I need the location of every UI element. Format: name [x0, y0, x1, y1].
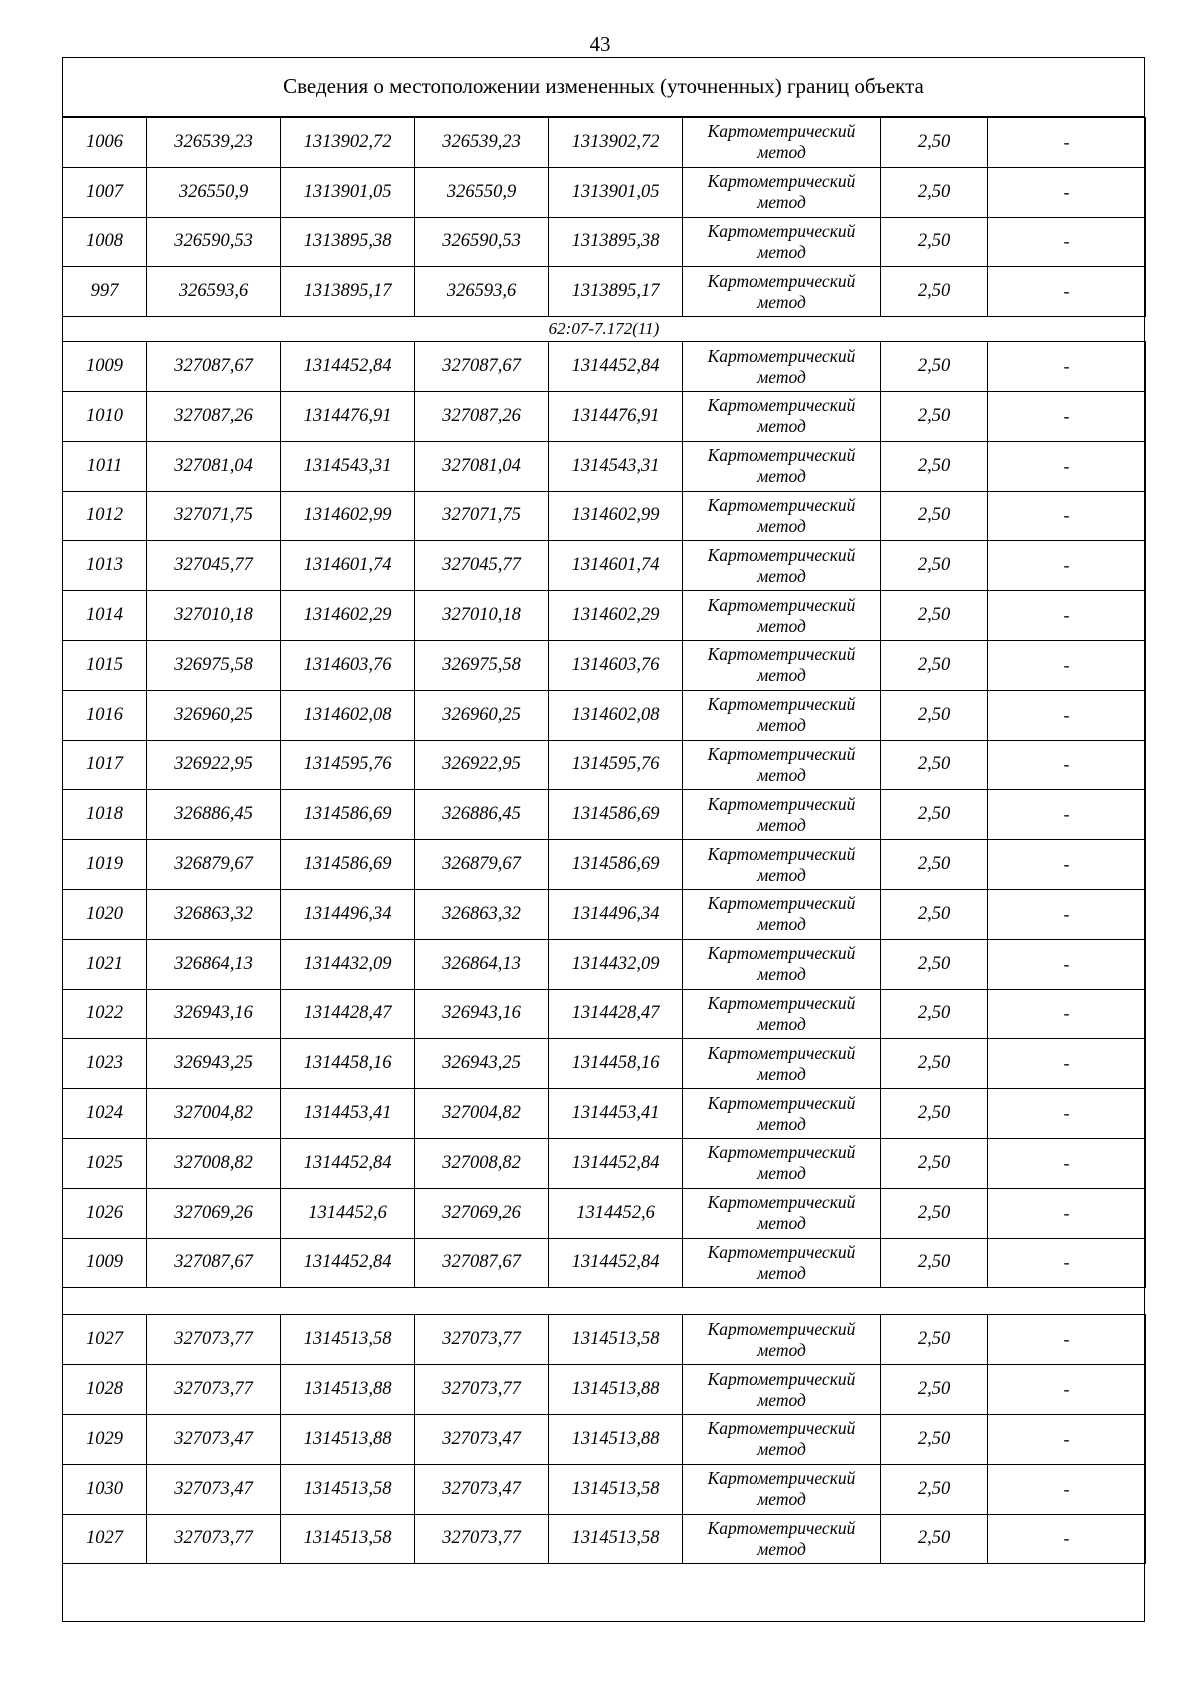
table-row	[63, 1414, 1146, 1464]
cell-precision: 2,50	[881, 167, 988, 217]
cell-old-x: 326943,16	[147, 989, 281, 1039]
cell-new-y: 1314452,6	[549, 1188, 683, 1238]
cell-point-number: 1020	[63, 889, 147, 939]
cell-method: Картометрический метод	[683, 1238, 881, 1288]
cell-precision: 2,50	[881, 740, 988, 790]
cell-method: Картометрический метод	[683, 690, 881, 740]
cell-method: Картометрический метод	[683, 840, 881, 890]
cell-method: Картометрический метод	[683, 1039, 881, 1089]
cell-description: -	[988, 1089, 1146, 1139]
cell-old-y: 1314432,09	[281, 939, 415, 989]
cell-new-x: 327087,67	[415, 342, 549, 392]
cell-new-y: 1313902,72	[549, 118, 683, 168]
cell-method: Картометрический метод	[683, 267, 881, 317]
cell-precision: 2,50	[881, 840, 988, 890]
cell-description: -	[988, 1365, 1146, 1415]
cell-new-x: 326879,67	[415, 840, 549, 890]
cell-new-y: 1314476,91	[549, 391, 683, 441]
cell-description: -	[988, 1188, 1146, 1238]
cell-method: Картометрический метод	[683, 491, 881, 541]
table-row	[63, 491, 1146, 541]
cell-old-y: 1313902,72	[281, 118, 415, 168]
cell-old-y: 1314595,76	[281, 740, 415, 790]
cell-new-y: 1314513,58	[549, 1464, 683, 1514]
cell-old-x: 326943,25	[147, 1039, 281, 1089]
table-row	[63, 342, 1146, 392]
cell-description: -	[988, 217, 1146, 267]
cell-method: Картометрический метод	[683, 740, 881, 790]
cell-old-y: 1314586,69	[281, 840, 415, 890]
cell-new-y: 1314586,69	[549, 790, 683, 840]
cell-point-number: 1021	[63, 939, 147, 989]
cell-method: Картометрический метод	[683, 1188, 881, 1238]
cell-precision: 2,50	[881, 1039, 988, 1089]
cell-point-number: 1009	[63, 342, 147, 392]
cell-description: -	[988, 1039, 1146, 1089]
cell-description: -	[988, 1514, 1146, 1564]
cell-point-number: 1010	[63, 391, 147, 441]
cell-old-y: 1314602,08	[281, 690, 415, 740]
cell-new-y: 1313901,05	[549, 167, 683, 217]
cell-point-number: 1023	[63, 1039, 147, 1089]
cell-old-x: 326960,25	[147, 690, 281, 740]
cell-precision: 2,50	[881, 1238, 988, 1288]
cell-description: -	[988, 167, 1146, 217]
cell-old-x: 327081,04	[147, 441, 281, 491]
cell-point-number: 1008	[63, 217, 147, 267]
cell-new-x: 327045,77	[415, 541, 549, 591]
cell-new-y: 1314428,47	[549, 989, 683, 1039]
cell-precision: 2,50	[881, 640, 988, 690]
cell-old-x: 327073,47	[147, 1414, 281, 1464]
cell-old-y: 1314543,31	[281, 441, 415, 491]
table-row	[63, 1039, 1146, 1089]
cell-precision: 2,50	[881, 217, 988, 267]
cell-point-number: 1014	[63, 591, 147, 641]
cell-new-x: 326550,9	[415, 167, 549, 217]
cell-point-number: 1011	[63, 441, 147, 491]
table-row	[63, 267, 1146, 317]
cell-precision: 2,50	[881, 1414, 988, 1464]
cell-new-x: 327073,77	[415, 1514, 549, 1564]
blank-separator-row	[63, 1288, 1146, 1315]
cell-point-number: 1016	[63, 690, 147, 740]
cell-old-y: 1314452,84	[281, 1138, 415, 1188]
cell-precision: 2,50	[881, 391, 988, 441]
cell-precision: 2,50	[881, 889, 988, 939]
cell-point-number: 1017	[63, 740, 147, 790]
cell-point-number: 1027	[63, 1315, 147, 1365]
cell-old-x: 327073,77	[147, 1514, 281, 1564]
table-title: Сведения о местоположении измененных (уточненных) границ объекта	[62, 57, 1145, 117]
cell-new-x: 327087,26	[415, 391, 549, 441]
cell-method: Картометрический метод	[683, 391, 881, 441]
cell-old-y: 1314458,16	[281, 1039, 415, 1089]
table-row	[63, 1138, 1146, 1188]
cell-precision: 2,50	[881, 591, 988, 641]
cell-new-y: 1314513,58	[549, 1514, 683, 1564]
cell-method: Картометрический метод	[683, 167, 881, 217]
cell-method: Картометрический метод	[683, 889, 881, 939]
cell-new-x: 326539,23	[415, 118, 549, 168]
cell-precision: 2,50	[881, 267, 988, 317]
cell-new-y: 1314595,76	[549, 740, 683, 790]
cell-point-number: 1012	[63, 491, 147, 541]
cell-point-number: 1026	[63, 1188, 147, 1238]
table-row	[63, 790, 1146, 840]
section-header-row	[63, 317, 1146, 342]
cell-new-y: 1314601,74	[549, 541, 683, 591]
cell-new-y: 1314452,84	[549, 342, 683, 392]
cell-old-x: 327008,82	[147, 1138, 281, 1188]
cell-old-y: 1314513,88	[281, 1414, 415, 1464]
cell-old-x: 326550,9	[147, 167, 281, 217]
cell-description: -	[988, 690, 1146, 740]
cell-point-number: 1018	[63, 790, 147, 840]
cell-new-y: 1313895,17	[549, 267, 683, 317]
cell-new-x: 327073,77	[415, 1365, 549, 1415]
table-row	[63, 1089, 1146, 1139]
cell-old-x: 327069,26	[147, 1188, 281, 1238]
cell-description: -	[988, 342, 1146, 392]
cell-new-x: 326943,25	[415, 1039, 549, 1089]
cell-description: -	[988, 441, 1146, 491]
cell-new-y: 1314603,76	[549, 640, 683, 690]
cell-new-x: 326886,45	[415, 790, 549, 840]
cell-precision: 2,50	[881, 690, 988, 740]
cell-new-y: 1314513,88	[549, 1365, 683, 1415]
cell-old-y: 1314513,58	[281, 1315, 415, 1365]
cell-description: -	[988, 1414, 1146, 1464]
cell-precision: 2,50	[881, 1514, 988, 1564]
cell-new-x: 326943,16	[415, 989, 549, 1039]
cell-description: -	[988, 840, 1146, 890]
cell-description: -	[988, 491, 1146, 541]
cell-description: -	[988, 939, 1146, 989]
cell-old-x: 327087,67	[147, 342, 281, 392]
cell-method: Картометрический метод	[683, 118, 881, 168]
cell-point-number: 1029	[63, 1414, 147, 1464]
cell-new-x: 327004,82	[415, 1089, 549, 1139]
cell-new-x: 327069,26	[415, 1188, 549, 1238]
cell-description: -	[988, 989, 1146, 1039]
cell-new-y: 1314602,08	[549, 690, 683, 740]
cell-old-x: 327071,75	[147, 491, 281, 541]
cell-description: -	[988, 118, 1146, 168]
cell-new-y: 1313895,38	[549, 217, 683, 267]
cell-precision: 2,50	[881, 541, 988, 591]
table-row	[63, 118, 1146, 168]
cell-description: -	[988, 889, 1146, 939]
cell-old-x: 326863,32	[147, 889, 281, 939]
cell-old-y: 1314586,69	[281, 790, 415, 840]
cell-point-number: 1019	[63, 840, 147, 890]
cell-method: Картометрический метод	[683, 1138, 881, 1188]
cell-description: -	[988, 1464, 1146, 1514]
table-row	[63, 441, 1146, 491]
cell-old-x: 327073,77	[147, 1315, 281, 1365]
cell-method: Картометрический метод	[683, 541, 881, 591]
table-row	[63, 989, 1146, 1039]
cell-old-y: 1314513,58	[281, 1464, 415, 1514]
cell-method: Картометрический метод	[683, 640, 881, 690]
cell-new-x: 327008,82	[415, 1138, 549, 1188]
section-label: 62:07-7.172(11)	[63, 317, 1146, 342]
cell-old-y: 1314602,29	[281, 591, 415, 641]
table-row	[63, 640, 1146, 690]
cell-precision: 2,50	[881, 342, 988, 392]
cell-precision: 2,50	[881, 989, 988, 1039]
cell-old-y: 1313901,05	[281, 167, 415, 217]
section-label	[63, 1288, 1146, 1315]
cell-old-x: 327073,77	[147, 1365, 281, 1415]
cell-new-x: 327087,67	[415, 1238, 549, 1288]
cell-new-y: 1314453,41	[549, 1089, 683, 1139]
table-row	[63, 1464, 1146, 1514]
cell-old-y: 1314601,74	[281, 541, 415, 591]
cell-old-x: 326975,58	[147, 640, 281, 690]
cell-new-y: 1314602,99	[549, 491, 683, 541]
table-row	[63, 1188, 1146, 1238]
cell-method: Картометрический метод	[683, 1414, 881, 1464]
cell-description: -	[988, 640, 1146, 690]
cell-point-number: 1028	[63, 1365, 147, 1415]
table-row	[63, 939, 1146, 989]
cell-method: Картометрический метод	[683, 217, 881, 267]
cell-old-y: 1314513,58	[281, 1514, 415, 1564]
cell-new-x: 326863,32	[415, 889, 549, 939]
cell-description: -	[988, 391, 1146, 441]
cell-precision: 2,50	[881, 1188, 988, 1238]
cell-method: Картометрический метод	[683, 1365, 881, 1415]
cell-precision: 2,50	[881, 1138, 988, 1188]
cell-new-y: 1314513,58	[549, 1315, 683, 1365]
cell-point-number: 997	[63, 267, 147, 317]
table-row	[63, 1238, 1146, 1288]
table-row	[63, 889, 1146, 939]
cell-precision: 2,50	[881, 1464, 988, 1514]
cell-old-y: 1313895,38	[281, 217, 415, 267]
cell-new-y: 1314452,84	[549, 1238, 683, 1288]
cell-description: -	[988, 1238, 1146, 1288]
cell-old-x: 326539,23	[147, 118, 281, 168]
cell-new-y: 1314452,84	[549, 1138, 683, 1188]
cell-method: Картометрический метод	[683, 441, 881, 491]
cell-old-x: 327073,47	[147, 1464, 281, 1514]
cell-point-number: 1022	[63, 989, 147, 1039]
cell-precision: 2,50	[881, 790, 988, 840]
cell-description: -	[988, 267, 1146, 317]
cell-point-number: 1027	[63, 1514, 147, 1564]
cell-new-y: 1314496,34	[549, 889, 683, 939]
cell-new-x: 327073,47	[415, 1414, 549, 1464]
cell-old-y: 1314602,99	[281, 491, 415, 541]
cell-point-number: 1007	[63, 167, 147, 217]
cell-point-number: 1013	[63, 541, 147, 591]
cell-old-x: 326879,67	[147, 840, 281, 890]
cell-new-y: 1314513,88	[549, 1414, 683, 1464]
cell-description: -	[988, 1138, 1146, 1188]
cell-old-y: 1314452,6	[281, 1188, 415, 1238]
cell-new-y: 1314432,09	[549, 939, 683, 989]
cell-method: Картометрический метод	[683, 1089, 881, 1139]
table-row	[63, 1315, 1146, 1365]
cell-precision: 2,50	[881, 118, 988, 168]
cell-precision: 2,50	[881, 441, 988, 491]
table-row	[63, 1365, 1146, 1415]
cell-description: -	[988, 541, 1146, 591]
cell-old-x: 326886,45	[147, 790, 281, 840]
cell-new-y: 1314543,31	[549, 441, 683, 491]
cell-method: Картометрический метод	[683, 1315, 881, 1365]
coordinates-table	[62, 117, 1146, 1564]
cell-new-x: 326590,53	[415, 217, 549, 267]
cell-old-y: 1314452,84	[281, 342, 415, 392]
cell-new-x: 327081,04	[415, 441, 549, 491]
cell-new-x: 326975,58	[415, 640, 549, 690]
cell-precision: 2,50	[881, 1089, 988, 1139]
cell-point-number: 1024	[63, 1089, 147, 1139]
cell-old-x: 327087,67	[147, 1238, 281, 1288]
cell-old-y: 1314496,34	[281, 889, 415, 939]
cell-old-y: 1313895,17	[281, 267, 415, 317]
cell-point-number: 1009	[63, 1238, 147, 1288]
cell-old-x: 327004,82	[147, 1089, 281, 1139]
cell-method: Картометрический метод	[683, 989, 881, 1039]
cell-old-y: 1314476,91	[281, 391, 415, 441]
cell-new-y: 1314458,16	[549, 1039, 683, 1089]
cell-precision: 2,50	[881, 491, 988, 541]
cell-point-number: 1030	[63, 1464, 147, 1514]
table-row	[63, 1514, 1146, 1564]
table-row	[63, 391, 1146, 441]
table-row	[63, 217, 1146, 267]
cell-description: -	[988, 740, 1146, 790]
cell-new-x: 326960,25	[415, 690, 549, 740]
page-number: 43	[589, 32, 611, 56]
cell-old-y: 1314603,76	[281, 640, 415, 690]
cell-new-x: 327073,47	[415, 1464, 549, 1514]
cell-new-x: 326922,95	[415, 740, 549, 790]
cell-method: Картометрический метод	[683, 591, 881, 641]
cell-new-y: 1314602,29	[549, 591, 683, 641]
table-row	[63, 740, 1146, 790]
table-row	[63, 840, 1146, 890]
cell-new-y: 1314586,69	[549, 840, 683, 890]
cell-precision: 2,50	[881, 1365, 988, 1415]
table-row	[63, 541, 1146, 591]
cell-point-number: 1015	[63, 640, 147, 690]
table-row	[63, 591, 1146, 641]
cell-old-x: 327010,18	[147, 591, 281, 641]
cell-method: Картометрический метод	[683, 1464, 881, 1514]
cell-method: Картометрический метод	[683, 939, 881, 989]
cell-new-x: 327010,18	[415, 591, 549, 641]
cell-old-y: 1314428,47	[281, 989, 415, 1039]
cell-old-x: 327087,26	[147, 391, 281, 441]
cell-old-y: 1314513,88	[281, 1365, 415, 1415]
cell-new-x: 326593,6	[415, 267, 549, 317]
cell-precision: 2,50	[881, 939, 988, 989]
cell-description: -	[988, 1315, 1146, 1365]
cell-new-x: 327071,75	[415, 491, 549, 541]
cell-old-y: 1314453,41	[281, 1089, 415, 1139]
cell-new-x: 327073,77	[415, 1315, 549, 1365]
cell-point-number: 1006	[63, 118, 147, 168]
cell-method: Картометрический метод	[683, 1514, 881, 1564]
cell-old-x: 326590,53	[147, 217, 281, 267]
cell-description: -	[988, 790, 1146, 840]
cell-method: Картометрический метод	[683, 790, 881, 840]
cell-description: -	[988, 591, 1146, 641]
cell-old-x: 326922,95	[147, 740, 281, 790]
cell-old-x: 326864,13	[147, 939, 281, 989]
cell-old-y: 1314452,84	[281, 1238, 415, 1288]
table-row	[63, 690, 1146, 740]
coordinates-table-body	[63, 118, 1146, 1564]
cell-point-number: 1025	[63, 1138, 147, 1188]
cell-old-x: 326593,6	[147, 267, 281, 317]
cell-old-x: 327045,77	[147, 541, 281, 591]
table-row	[63, 167, 1146, 217]
cell-new-x: 326864,13	[415, 939, 549, 989]
cell-precision: 2,50	[881, 1315, 988, 1365]
cell-method: Картометрический метод	[683, 342, 881, 392]
